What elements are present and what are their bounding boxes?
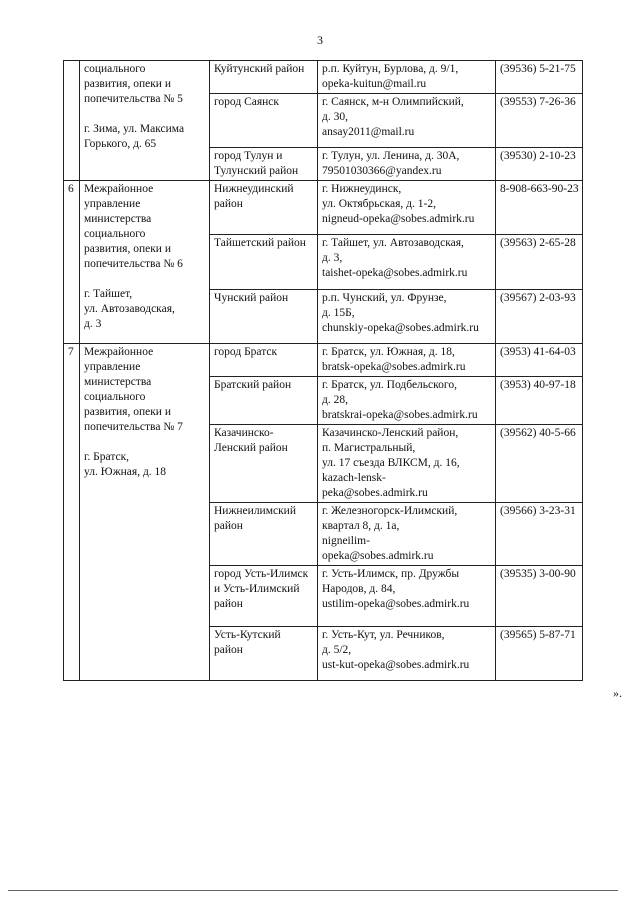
address-line: nigneud-opeka@sobes.admirk.ru [322,213,475,225]
address-line: г. Усть-Илимск, пр. Дружбы [322,568,460,580]
district-cell [210,377,318,425]
address-cell [318,148,496,181]
address-line: bratsk-opeka@sobes.admirk.ru [322,361,466,373]
address-line: kazach-lensk- [322,472,386,484]
address-line: Казачинско-Ленский район, [322,427,459,439]
organization-name-line: попечительства № 5 [84,93,183,105]
phone-cell: (39530) 2-10-23 [496,148,583,181]
address-line: 79501030366@yandex.ru [322,165,442,177]
page-number: 3 [317,33,323,47]
district-line: Братский район [214,379,292,391]
organization-cell [80,181,210,344]
address-cell [318,425,496,503]
organization-name-line: Межрайонное [84,183,154,195]
district-cell [210,566,318,627]
organization-name-line: министерства [84,213,152,225]
district-cell [210,290,318,344]
group-number-cell [64,61,80,181]
address-line: р.п. Куйтун, Бурлова, д. 9/1, [322,63,459,75]
address-cell [318,61,496,94]
organization-address-line: г. Братск, [84,451,130,463]
organization-name [84,62,206,107]
organization-address-line: Горького, д. 65 [84,138,157,150]
organization-name-line: министерства [84,376,152,388]
phone-cell: (39566) 3-23-31 [496,503,583,566]
organization-address [84,287,206,332]
district-line: район [214,198,243,210]
district-line: Нижнеилимский [214,505,296,517]
address-cell [318,503,496,566]
address-line: ул. 17 съезда ВЛКСМ, д. 16, [322,457,460,469]
table-row [64,181,583,235]
address-line: ansay2011@mail.ru [322,126,415,138]
address-line: р.п. Чунский, ул. Фрунзе, [322,292,447,304]
address-cell [318,566,496,627]
organization-address-line: г. Тайшет, [84,288,133,300]
district-cell [210,503,318,566]
address-line: г. Тайшет, ул. Автозаводская, [322,237,464,249]
address-line: п. Магистральный, [322,442,416,454]
organization-name-line: социального [84,391,146,403]
address-cell [318,235,496,290]
phone-cell: (39536) 5-21-75 [496,61,583,94]
district-line: район [214,598,243,610]
district-line: Тайшетский район [214,237,306,249]
organization-name-line: социального [84,63,146,75]
phone-cell: 8-908-663-90-23 [496,181,583,235]
address-line: г. Братск, ул. Южная, д. 18, [322,346,455,358]
district-line: Чунский район [214,292,289,304]
organization-name-line: попечительства № 6 [84,258,183,270]
closing-quote-mark: ». [613,686,622,700]
address-line: д. 3, [322,252,343,264]
address-line: Народов, д. 84, [322,583,396,595]
organization-name-line: развития, опеки и [84,406,171,418]
district-cell [210,627,318,681]
address-line: peka@sobes.admirk.ru [322,487,428,499]
organization-address [84,450,206,480]
offices-table [63,60,583,681]
organization-name-line: развития, опеки и [84,78,171,90]
district-cell [210,181,318,235]
address-line: г. Саянск, м-н Олимпийский, [322,96,464,108]
phone-cell: (39565) 5-87-71 [496,627,583,681]
table-row [64,61,583,94]
district-cell [210,425,318,503]
address-line: д. 5/2, [322,644,352,656]
phone-cell: (39553) 7-26-36 [496,94,583,148]
address-line: bratskrai-opeka@sobes.admirk.ru [322,409,478,421]
organization-address-line: ул. Автозаводская, [84,303,175,315]
bottom-rule [8,890,618,891]
organization-name-line: развития, опеки и [84,243,171,255]
district-line: Куйтунский район [214,63,305,75]
address-line: г. Усть-Кут, ул. Речников, [322,629,445,641]
district-line: город Братск [214,346,278,358]
organization-cell [80,61,210,181]
address-line: д. 30, [322,111,348,123]
district-cell [210,148,318,181]
address-line: д. 28, [322,394,348,406]
address-cell [318,627,496,681]
address-line: opeka@sobes.admirk.ru [322,550,434,562]
phone-cell: (39567) 2-03-93 [496,290,583,344]
address-line: г. Железногорск-Илимский, [322,505,458,517]
district-line: Ленский район [214,442,288,454]
organization-name-line: Межрайонное [84,346,154,358]
phone-cell: (3953) 41-64-03 [496,344,583,377]
organization-name-line: социального [84,228,146,240]
address-cell [318,181,496,235]
district-line: город Саянск [214,96,279,108]
organization-address-line: ул. Южная, д. 18 [84,466,167,478]
district-cell [210,344,318,377]
address-line: ust-kut-opeka@sobes.admirk.ru [322,659,470,671]
organization-address-line: г. Зима, ул. Максима [84,123,185,135]
address-line: chunskiy-opeka@sobes.admirk.ru [322,322,479,334]
district-cell [210,61,318,94]
phone-cell: (3953) 40-97-18 [496,377,583,425]
address-cell [318,290,496,344]
district-line: город Усть-Илимск [214,568,309,580]
address-line: г. Братск, ул. Подбельского, [322,379,457,391]
organization-address-line: д. 3 [84,318,102,330]
district-cell [210,235,318,290]
district-line: район [214,644,243,656]
address-cell [318,344,496,377]
district-cell [210,94,318,148]
organization-name [84,182,206,272]
address-cell [318,94,496,148]
organization-address [84,122,206,152]
address-line: г. Тулун, ул. Ленина, д. 30А, [322,150,460,162]
organization-name [84,345,206,435]
district-line: Тулунский район [214,165,299,177]
organization-name-line: управление [84,198,141,210]
address-line: ustilim-opeka@sobes.admirk.ru [322,598,470,610]
address-line: г. Нижнеудинск, [322,183,402,195]
address-line: квартал 8, д. 1а, [322,520,400,532]
phone-cell: (39563) 2-65-28 [496,235,583,290]
organization-cell [80,344,210,681]
phone-cell: (39535) 3-00-90 [496,566,583,627]
district-line: Усть-Кутский [214,629,281,641]
table-row [64,344,583,377]
district-line: город Тулун и [214,150,283,162]
address-line: ул. Октябрьская, д. 1-2, [322,198,436,210]
address-cell [318,377,496,425]
district-line: Нижнеудинский [214,183,294,195]
organization-name-line: попечительства № 7 [84,421,183,433]
address-line: taishet-opeka@sobes.admirk.ru [322,267,468,279]
address-line: opeka-kuitun@mail.ru [322,78,427,90]
group-number-cell: 6 [64,181,80,344]
district-line: район [214,520,243,532]
address-line: nigneilim- [322,535,370,547]
district-line: и Усть-Илимский [214,583,300,595]
district-line: Казачинско- [214,427,274,439]
group-number-cell: 7 [64,344,80,681]
address-line: д. 15Б, [322,307,355,319]
phone-cell: (39562) 40-5-66 [496,425,583,503]
organization-name-line: управление [84,361,141,373]
